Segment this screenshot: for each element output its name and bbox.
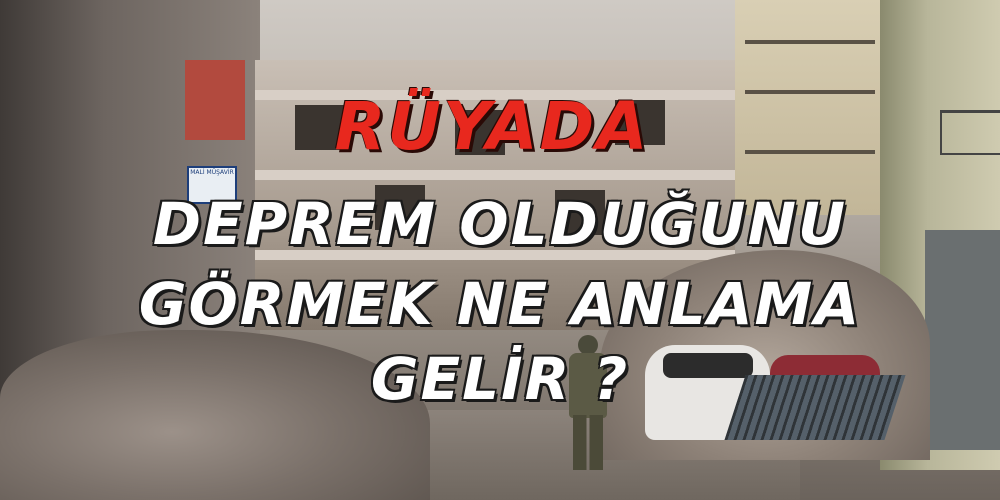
window-opening	[295, 105, 345, 150]
window-opening	[455, 110, 505, 155]
slab	[255, 90, 735, 100]
window-opening	[555, 190, 605, 235]
balcony-railing	[940, 110, 1000, 155]
balcony-rail	[745, 40, 875, 44]
balcony-rail	[745, 150, 875, 154]
soldier-body	[569, 353, 607, 418]
office-sign-text: MALİ MÜŞAVİR	[190, 169, 234, 176]
headline-line-2: DEPREM OLDUĞUNU	[152, 190, 848, 258]
headline-line-4: GELİR ?	[370, 345, 630, 413]
headline-line-1: RÜYADA	[334, 88, 650, 165]
building-right-back	[735, 0, 885, 215]
slab	[255, 170, 735, 180]
window-opening	[615, 100, 665, 145]
window-opening	[375, 185, 425, 230]
soldier-legs	[573, 415, 603, 470]
headline-line-3: GÖRMEK NE ANLAMA	[138, 270, 862, 338]
soldier-head	[578, 335, 598, 355]
shopfront	[925, 230, 1000, 450]
car-windshield	[663, 353, 753, 378]
office-sign	[187, 166, 237, 204]
soldier-figure	[563, 335, 613, 470]
balcony-rail	[745, 90, 875, 94]
red-facade	[185, 60, 245, 140]
fallen-panel	[724, 375, 905, 440]
slab	[255, 250, 735, 260]
